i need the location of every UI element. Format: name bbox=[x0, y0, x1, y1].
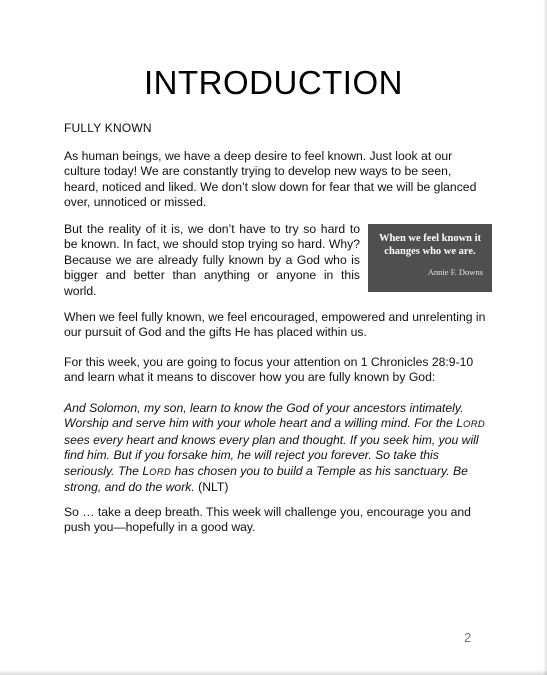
scripture-passage bbox=[64, 401, 486, 495]
intro-paragraph-4: For this week, you are going to focus your attention on 1 Chronicles 28:9-10 and learn what it means to discover how you are fully known by God: bbox=[64, 355, 474, 385]
scripture-text-part-3: has chosen you to build a Temple as his sanctuary. Be strong, and do the work. bbox=[64, 463, 468, 495]
intro-paragraph-3: When we feel fully known, we feel encouraged, empowered and unrelenting in our pursuit of God and the gifts He has placed within us. bbox=[64, 310, 486, 340]
page-number: 2 bbox=[464, 630, 472, 645]
scripture-text-part-2: sees every heart and knows every plan and thought. If you seek him, you will find him. But if you forsake him, he will reject you forever. So take this seriously. The bbox=[64, 432, 479, 478]
lord-initial-2: L bbox=[142, 463, 150, 478]
scripture-citation: (NLT) bbox=[194, 480, 229, 495]
lord-smallcaps-2: ORD bbox=[149, 466, 172, 478]
pull-quote-box bbox=[368, 224, 492, 292]
pull-quote-author: Annie F. Downs bbox=[427, 267, 483, 277]
section-label: FULLY KNOWN bbox=[64, 121, 152, 135]
intro-paragraph-1: As human beings, we have a deep desire to feel known. Just look at our culture today! We are constantly trying to develop new ways to be seen, heard, noticed and liked. We don’t slow down for fear that we will be glanced over, unnoticed or missed. bbox=[64, 149, 477, 210]
page-title: INTRODUCTION bbox=[144, 64, 403, 101]
pull-quote-text: When we feel known it changes who we are. bbox=[378, 233, 482, 257]
scripture-text-part-1: And Solomon, my son, learn to know the God of your ancestors intimately. Worship and serve him with your whole heart and a willing mind. For the bbox=[64, 401, 464, 431]
intro-paragraph-2: But the reality of it is, we don’t have to try so hard to be known. In fact, we should stop trying so hard. Why? Because we are already fully known by a God who is bigger and better than anything or anyone in this world. bbox=[64, 222, 360, 298]
lord-smallcaps-1: ORD bbox=[463, 419, 486, 431]
page-bottom-shadow bbox=[0, 670, 547, 675]
closing-paragraph: So … take a deep breath. This week will challenge you, encourage you and push you—hopefully in a good way. bbox=[64, 505, 471, 535]
lord-initial-1: L bbox=[456, 416, 463, 431]
